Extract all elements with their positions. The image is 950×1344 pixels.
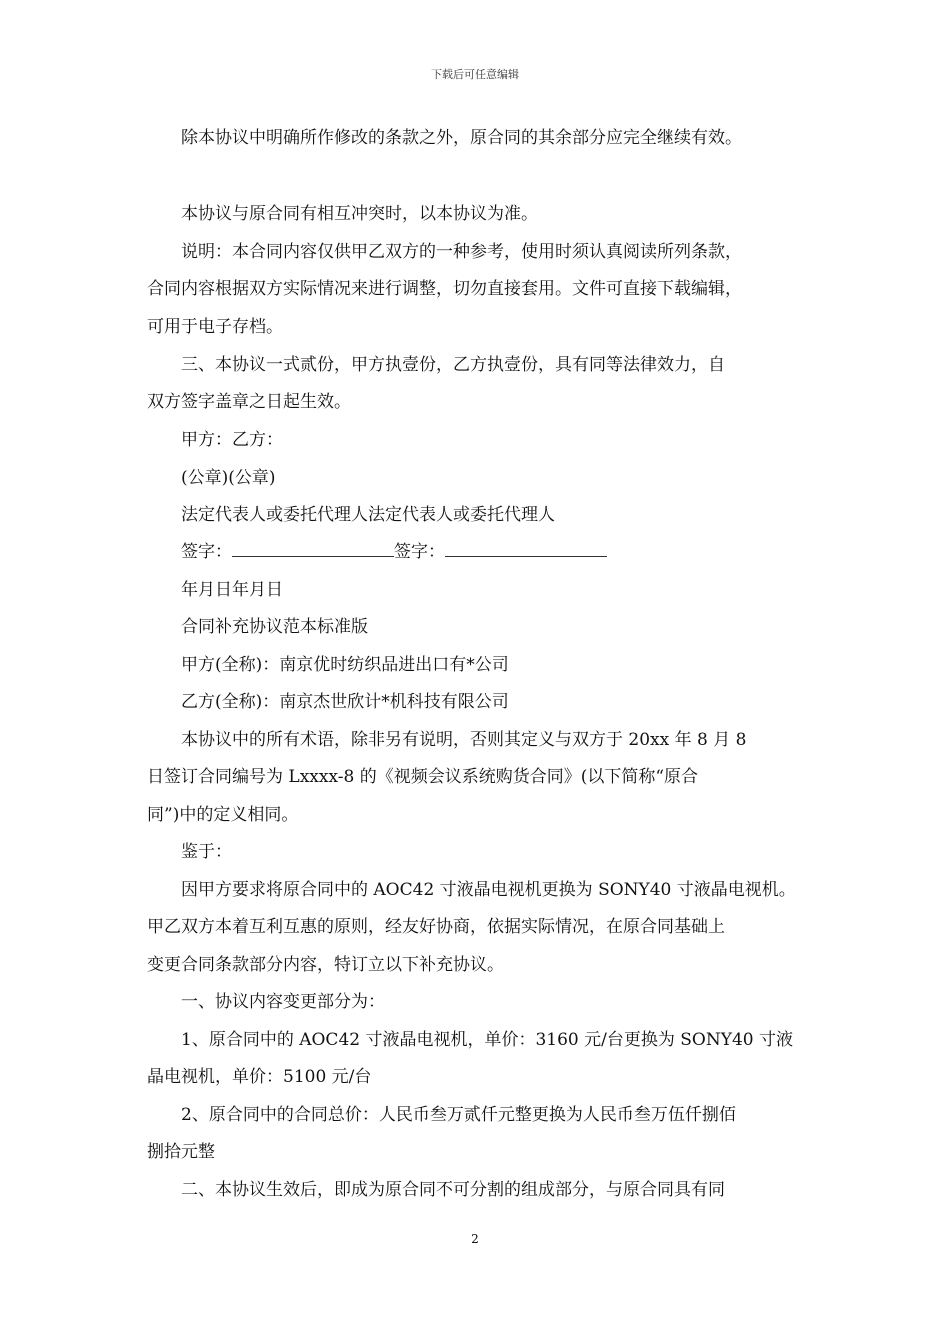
paragraph-line: (公章)(公章) (181, 468, 276, 488)
signature-blank-a (232, 540, 394, 557)
paragraph-line: 晶电视机，单价：5100 元/台 (147, 1067, 372, 1087)
signature-line (181, 540, 607, 564)
paragraph-line: 乙方(全称)：南京杰世欣计*机科技有限公司 (181, 692, 509, 712)
paragraph-line: 日签订合同编号为 Lxxxx-8 的《视频会议系统购货合同》(以下简称“原合 (147, 767, 699, 787)
signature-blank-b (445, 540, 607, 557)
signature-label-a: 签字： (181, 542, 232, 562)
paragraph-line: 三、本协议一式贰份，甲方执壹份，乙方执壹份，具有同等法律效力，自 (181, 355, 725, 375)
paragraph-line: 一、协议内容变更部分为： (181, 992, 385, 1012)
paragraph-line: 法定代表人或委托代理人法定代表人或委托代理人 (181, 505, 555, 525)
paragraph-line: 同”)中的定义相同。 (147, 805, 299, 825)
paragraph-line: 2、原合同中的合同总价：人民币叁万贰仟元整更换为人民币叁万伍仟捌佰 (181, 1105, 736, 1125)
paragraph-line: 除本协议中明确所作修改的条款之外，原合同的其余部分应完全继续有效。 (181, 128, 742, 148)
paragraph-line: 因甲方要求将原合同中的 AOC42 寸液晶电视机更换为 SONY40 寸液晶电视机。 (181, 880, 796, 900)
paragraph-line: 双方签字盖章之日起生效。 (147, 392, 351, 412)
paragraph-line: 甲方：乙方： (181, 430, 283, 450)
paragraph-line: 二、本协议生效后，即成为原合同不可分割的组成部分，与原合同具有同 (181, 1180, 725, 1200)
paragraph-line: 甲方(全称)：南京优时纺织品进出口有*公司 (181, 655, 509, 675)
signature-label-b: 签字： (394, 542, 445, 562)
paragraph-line: 甲乙双方本着互利互惠的原则，经友好协商，依据实际情况，在原合同基础上 (147, 917, 725, 937)
paragraph-line: 可用于电子存档。 (147, 317, 283, 337)
paragraph-line: 捌拾元整 (147, 1142, 215, 1162)
paragraph-line: 合同补充协议范本标准版 (181, 617, 368, 637)
paragraph-line: 本协议与原合同有相互冲突时，以本协议为准。 (181, 204, 538, 224)
paragraph-line: 变更合同条款部分内容，特订立以下补充协议。 (147, 955, 504, 975)
paragraph-line: 1、原合同中的 AOC42 寸液晶电视机，单价：3160 元/台更换为 SONY40 寸液 (181, 1030, 793, 1050)
page-header: 下载后可任意编辑 (431, 68, 519, 81)
paragraph-line: 本协议中的所有术语，除非另有说明，否则其定义与双方于 20xx 年 8 月 8 (181, 730, 747, 750)
page-number: 2 (471, 1232, 479, 1246)
paragraph-line: 年月日年月日 (181, 580, 283, 600)
paragraph-line: 合同内容根据双方实际情况来进行调整，切勿直接套用。文件可直接下载编辑， (147, 279, 742, 299)
paragraph-line: 说明：本合同内容仅供甲乙双方的一种参考，使用时须认真阅读所列条款， (181, 242, 742, 262)
paragraph-line: 鉴于： (181, 842, 232, 862)
